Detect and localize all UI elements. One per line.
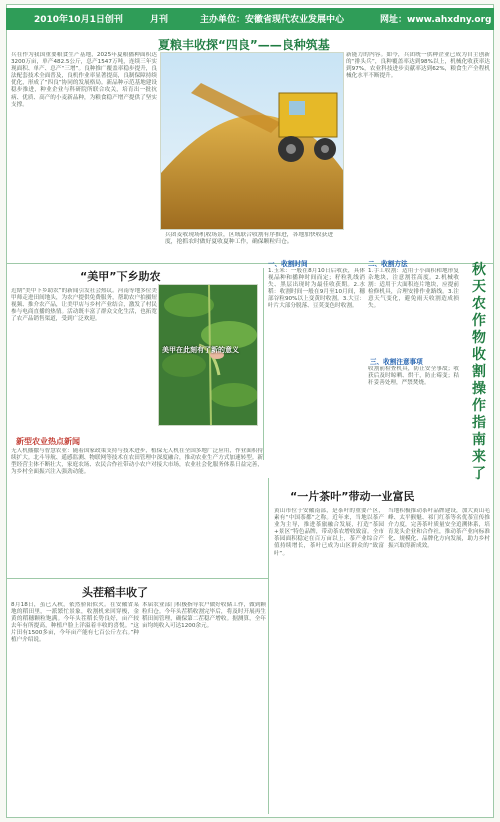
subhead-harvest-time: 一、收割时间 — [268, 260, 308, 268]
article-harvest-col1: 1.玉米：一般在8月10日后收获，具体视品种和播种时间而定；籽粒乳线消失、黑层出现时为最佳收获期。2.水稻：收割时间一般在9月至10月间，穗部谷粒90%以上变黄时收割。3.大豆：叶片大部分脱落、豆荚变色时收割。 — [268, 268, 365, 310]
masthead-publisher: 主办单位：安徽省现代农业发展中心 — [200, 15, 345, 25]
column-divider — [263, 268, 264, 460]
masthead-date: 2010年10月1日创刊 — [34, 15, 123, 25]
article-news-text: 无人机播撒与智慧农业：随着国家政策支持与技术进步，植保无人机在全国多地广泛应用，作业面积持续扩大。北斗导航、遥感监测、物联网等技术在农田管理中深度融合，推动农业生产方式加速转型。新型经营主体不断壮大，家庭农场、农民合作社带动小农户对接大市场，农业社会化服务体系日益完善，为乡村全面振兴注入强劲动能。 — [11, 448, 263, 476]
photo-rural-text: 美甲在此刻有了新的意义 — [162, 346, 239, 354]
article-rice-right: 本届农业部门积极指导农户做好收储工作，做到颗粒归仓。今年头茬稻收割完毕后，将及时开展再生稻田间管理，确保第二茬稳产增收。据测算，全年亩均纯收入可达1200余元。 — [142, 602, 266, 630]
article-tea-right: 当地积极推动茶叶品牌建设，加大黄山毛峰、太平猴魁、祁门红茶等名优茶宣传推介力度，完善茶叶质量安全追溯体系，培育龙头企业和合作社，推动茶产业向标准化、规模化、品牌化方向发展，助力乡村振兴取得新成效。 — [388, 508, 490, 550]
headline-grain: 夏粮丰收探“四良”——良种筑基 — [158, 38, 330, 52]
subhead-harvest-notes: 三、收割注意事项 — [370, 358, 423, 366]
article-grain-left: 兵在作为我国重要粮食生产基地，2025年夏粮播种面积达3200万亩，单产482.5公斤，总产1547万吨，连续三年实现面积、单产、总产“三增”。良种推广覆盖率稳步提升，良法配套技术全面普及，良机作业率显著提高，良制保障持续优化，形成了“四良”协同的发展格局。新品种示范基地建设稳步推进，种业企业与科研院所联合攻关，培育出一批抗病、优质、高产的小麦新品种，为粮食稳产增产提供了坚实支撑。 — [11, 52, 157, 108]
subhead-harvest-method: 二、收割方法 — [368, 260, 408, 268]
section-title-news: 新型农业热点新闻 — [16, 437, 80, 446]
masthead-band — [6, 8, 494, 30]
article-harvest-col3: 收割前检查机具，防止安全事故；收获后及时晾晒、烘干，防止霉变；秸秆妥善处理，严禁焚烧。 — [368, 366, 459, 387]
photo-grain-harvest — [160, 52, 344, 230]
photo-rural-farming — [158, 284, 258, 426]
headline-rice: 头茬稻丰收了 — [82, 586, 148, 599]
column-divider-right — [268, 478, 269, 814]
masthead-frequency: 月刊 — [150, 15, 169, 25]
caption-grain-photo: 兵团麦收现场机收场景，区域联合收割有序推进，各地加快收获进度，抢抓农时做好夏收夏种工作，确保颗粒归仓。 — [165, 232, 334, 246]
article-tea-left: 黄山市位于安徽南部，是茶叶的重要产区，素有“中国茶都”之称。近年来，当地以茶产业为主导，推进茶旅融合发展，打造“茶园+景区”特色品牌，带动茶农增收致富。全市茶园面积稳定在百万亩以上，茶产业综合产值持续增长，茶叶已成为山区群众的“致富叶”。 — [274, 508, 384, 557]
article-rice-left: 8月18日，虽已入秋，依然骄阳似火。在安徽省某地的稻田里，一派繁忙景象，收割机来回穿梭，金黄的稻穗颗粒饱满。今年头茬稻长势良好，亩产较去年有所提高，种植户脸上洋溢着丰收的喜悦。“这片田有1500多亩，今年亩产能有七百公斤左右。”种植户介绍说。 — [11, 602, 139, 644]
article-rural-text: 近期“美甲下乡助农”的新闻引发社会热议。河南等地多位美甲师走进田间地头，为农户提供免费服务，帮助农户拍摄短视频、推介农产品，让美甲店与乡村产业结合，激发了村民参与电商直播的热情。活动既丰富了群众文化生活，也拓宽了农产品销售渠道，受到广泛欢迎。 — [11, 288, 157, 323]
divider-rule — [6, 263, 494, 264]
article-harvest-col2: 1.手工收割：适用于小面积和地形复杂地块，注意割茬高度。2.机械收割：适用于大面积连片地块，应提前检修机具，合理安排作业路线。3.注意天气变化，避免雨天收割造成损失。 — [368, 268, 459, 310]
headline-tea: “一片茶叶”带动一业富民 — [290, 490, 415, 503]
headline-rural: “美甲”下乡助农 — [80, 270, 161, 283]
article-grain-right: 新能力的内容。如今，兵团统一供种企业已成为自主创新的“排头兵”，良种覆盖率达到98%以上，机械化收获率达到97%，农业科技进步贡献率达到62%，粮食生产全程机械化水平不断提升。 — [346, 52, 490, 80]
masthead-website[interactable]: 网址：www.ahxdny.org — [380, 15, 492, 25]
divider-rule-news — [6, 578, 268, 579]
vertical-title-harvest: 秋天农作物收割操作指南来了 — [472, 262, 486, 482]
